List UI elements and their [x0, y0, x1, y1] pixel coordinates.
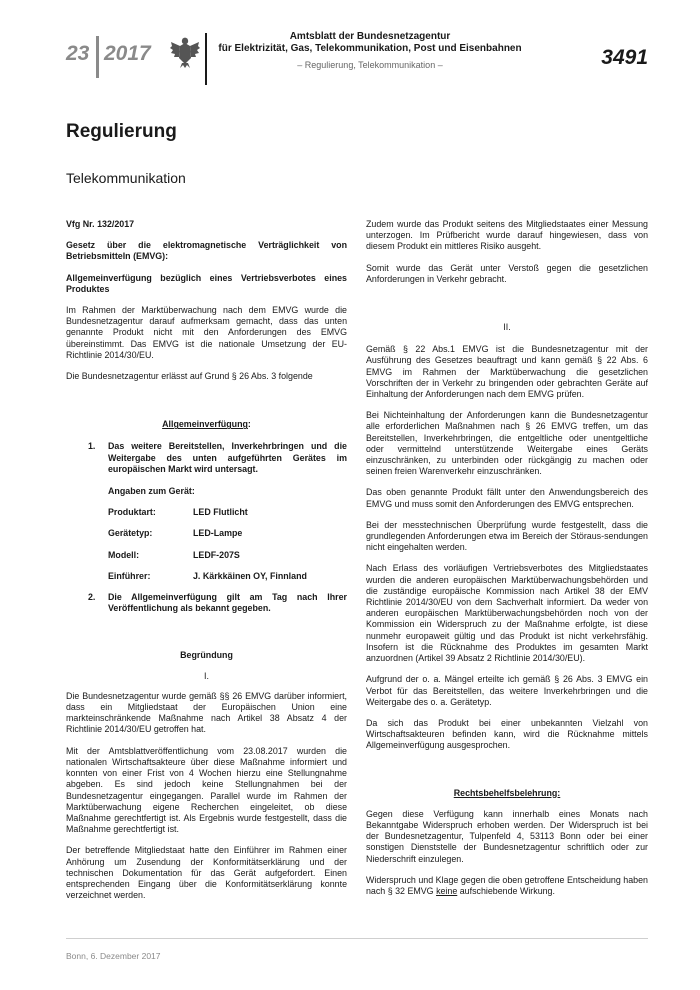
decree-topic: Allgemeinverfügung bezüglich eines Vertriebsverbotes eines Produktes [66, 272, 347, 294]
legal-paragraph: Gegen diese Verfügung kann innerhalb eines Monats nach Bekanntgabe Widerspruch erhoben werden. Der Widerspruch ist bei der Bundesnetzagentur, Tulpenfeld 4, 53113 Bonn oder bei einer sonstigen Dienststelle der Bundesnetzagentur schriftlich oder zur Niederschrift einzulegen. [366, 808, 648, 864]
reason-paragraph: Der betreffende Mitgliedstaat hatte den Einführer im Rahmen einer Anhörung um Zusendung der Konformitätserklärung und der technischen Dokumentation für das Gerät aufgefordert. Einen entsprechenden Eingang über die Konformitätserklärung konnte verzeichnet werden. [66, 845, 347, 901]
page-number: 3491 [601, 46, 648, 69]
footer-place-date: Bonn, 6. Dezember 2017 [66, 951, 161, 961]
reason-paragraph: Das oben genannte Produkt fällt unter den Anwendungsbereich des EMVG und muss somit den Anforderungen des EMVG entsprechen. [366, 487, 648, 509]
decree-number: Vfg Nr. 132/2017 [66, 219, 135, 229]
device-row [108, 528, 347, 539]
reason-paragraph: Somit wurde das Gerät unter Verstoß gegen die gesetzlichen Anforderungen in Verkehr gebracht. [366, 262, 648, 284]
reason-paragraph: Mit der Amtsblattveröffentlichung vom 23.08.2017 wurden die nationalen Wirtschaftsakteure über diese Maßnahme informiert und konnten von einer Frist von 4 Wochen hierzu eine Stellungnahme abgeben. Es sind jedoch keine Stellungnahmen bei der Bundesnetzagentur eingegangen. Parallel wurde im Rahmen der Marktüberwachung eigene Recherchen eingeleitet, ob diese Maßnahme gerechtfertigt ist. Als Ergebnis wurde festgestellt, dass die Maßnahme gerechtfertigt ist. [66, 745, 347, 835]
left-column [66, 219, 347, 901]
list-item [66, 592, 347, 614]
list-item [66, 441, 347, 475]
list-number: 1. [88, 441, 96, 452]
device-info-heading: Angaben zum Gerät: [108, 486, 195, 497]
law-title: Gesetz über die elektromagnetische Verträglichkeit von Betriebsmitteln (EMVG): [66, 240, 347, 262]
general-decree-heading [66, 419, 347, 430]
device-row [108, 507, 347, 518]
legal-remedy-heading: Rechtsbehelfsbelehrung: [453, 787, 561, 798]
device-label: Produktart: [108, 507, 156, 518]
intro-paragraph: Im Rahmen der Marktüberwachung nach dem EMVG wurde die Bundesnetzagentur darauf aufmerksam gemacht, dass das unten genannte Produkt nicht mit den Anforderungen des EMVG übereinstimmt. Das EMVG ist die nationale Umsetzung der EU-Richtlinie 2014/30/EU. [66, 305, 347, 360]
device-label: Gerätetyp: [108, 528, 153, 539]
reason-paragraph: Die Bundesnetzagentur wurde gemäß §§ 26 EMVG darüber informiert, dass ein Mitgliedstaat der Europäischen Union eine markteinschränkende Maßnahme nach Artikel 38 Absatz 4 der Richtlinie 2014/30/EU getroffen hat. [66, 690, 347, 735]
device-value: LEDF-207S [193, 549, 240, 560]
page-subtitle: Telekommunikation [66, 170, 186, 186]
reason-paragraph: Aufgrund der o. a. Mängel erteilte ich gemäß § 26 Abs. 3 EMVG ein Verbot für das Bereitstellen, das weitere Inverkehrbringen und die Weitergabe des o. a. Gerätetyp. [366, 674, 648, 707]
right-column [366, 219, 648, 897]
reason-paragraph: Gemäß § 22 Abs.1 EMVG ist die Bundesnetzagentur mit der Ausführung des Gesetzes beauftragt und kann gemäß § 22 Abs. 6 EMVG im Rahmen der Marktüberwachung die gesetzlichen Vorschriften der in Verkehr zu bringenden oder gebrachten Geräte auf Einhaltung der Anforderungen nach dem EMVG prüfen. [366, 344, 648, 400]
device-value: J. Kärkkäinen OY, Finnland [193, 570, 307, 581]
device-row [108, 571, 347, 582]
legal-paragraph [366, 875, 648, 897]
reason-paragraph: Zudem wurde das Produkt seitens des Mitgliedstaates einer Messung unterzogen. Im Prüfbericht wurde darauf hingewiesen, dass von diesem Produkt ein mittleres Risiko ausgeht. [366, 219, 648, 252]
list-number: 2. [88, 592, 96, 603]
page-title: Regulierung [66, 121, 177, 142]
device-label: Einführer: [108, 570, 151, 581]
device-row [108, 550, 347, 561]
issue-number: 23 [66, 42, 90, 65]
header-separator [96, 36, 99, 78]
issue-year: 2017 [104, 42, 151, 65]
legal-text-part: aufschiebende Wirkung. [457, 885, 555, 896]
reason-paragraph: Bei der messtechnischen Überprüfung wurde festgestellt, dass die grundlegenden Anforderungen etwa im Bereich der Störaus-sendungen nicht eingehalten werden. [366, 519, 648, 553]
section-roman-two: II. [503, 322, 511, 333]
section-roman-one: I. [204, 670, 209, 681]
reason-paragraph: Da sich das Produkt bei einer unbekannten Vielzahl von Wirtschaftsakteuren befinden kann, wird die Rücknahme mittels Allgemeinverfügung ausgesprochen. [366, 717, 648, 751]
device-label: Modell: [108, 549, 140, 560]
device-value: LED Flutlicht [193, 507, 248, 518]
general-decree-heading-colon: : [247, 419, 251, 430]
list-text: Das weitere Bereitstellen, Inverkehrbringen und die Weitergabe des unten aufgeführten Gerätes im europäischen Markt wird untersagt. [108, 441, 347, 474]
general-decree-heading-text: Allgemeinverfügung [162, 419, 248, 430]
reason-paragraph: Bei Nichteinhaltung der Anforderungen kann die Bundesnetzagentur alle erforderlichen Maßnahmen nach § 26 EMVG treffen, um das Bereitstellen, Inverkehrbringen, die entgeltliche oder unentgeltliche oder vermittelnd unterstützende Weitergabe eines Geräts einzuschränken, zu unterbinden oder rückgängig zu machen oder seinen freien Warenverkehr einzuschränken. [366, 410, 648, 477]
footer-rule [66, 938, 648, 939]
reason-paragraph: Nach Erlass des vorläufigen Vertriebsverbotes des Mitgliedstaates wurden die anderen europäischen Marktüberwachungsbehörden und die zuständige europäische Kommission nach Artikel 38 der EMV Richtlinie 2014/30/EU von dem Sachverhalt informiert. Da weder von anderen europäischen Marktüberwachungsbehörden noch von der Kommission ein Widerspruch zu der Maßnahme erfolgte, ist diese nunmehr europaweit gültig und das Produkt ist nicht verkehrsfähig. Insofern ist die Rücknahme des Produktes im gesamten Markt anzuordnen (Artikel 39 Absatz 2 Richtlinie 2014/30/EU). [366, 563, 648, 664]
device-value: LED-Lampe [193, 528, 243, 539]
decree-paragraph: Die Bundesnetzagentur erlässt auf Grund § 26 Abs. 3 folgende [66, 371, 313, 382]
legal-text-part: Widerspruch und Klage gegen die oben getroffene Entscheidung haben nach § 32 EMVG [366, 874, 648, 896]
reasoning-heading: Begründung [180, 650, 233, 661]
list-text: Die Allgemeinverfügung gilt am Tag nach Ihrer Veröffentlichung als bekannt gegeben. [108, 592, 347, 614]
legal-text-emphasis: keine [436, 885, 458, 896]
gazette-title-line1: Amtsblatt der Bundesnetzagentur [289, 31, 451, 42]
gazette-title-line2: für Elektrizität, Gas, Telekommunikation, Post und Eisenbahnen [218, 43, 522, 54]
section-label: – Regulierung, Telekommunikation – [297, 60, 443, 70]
